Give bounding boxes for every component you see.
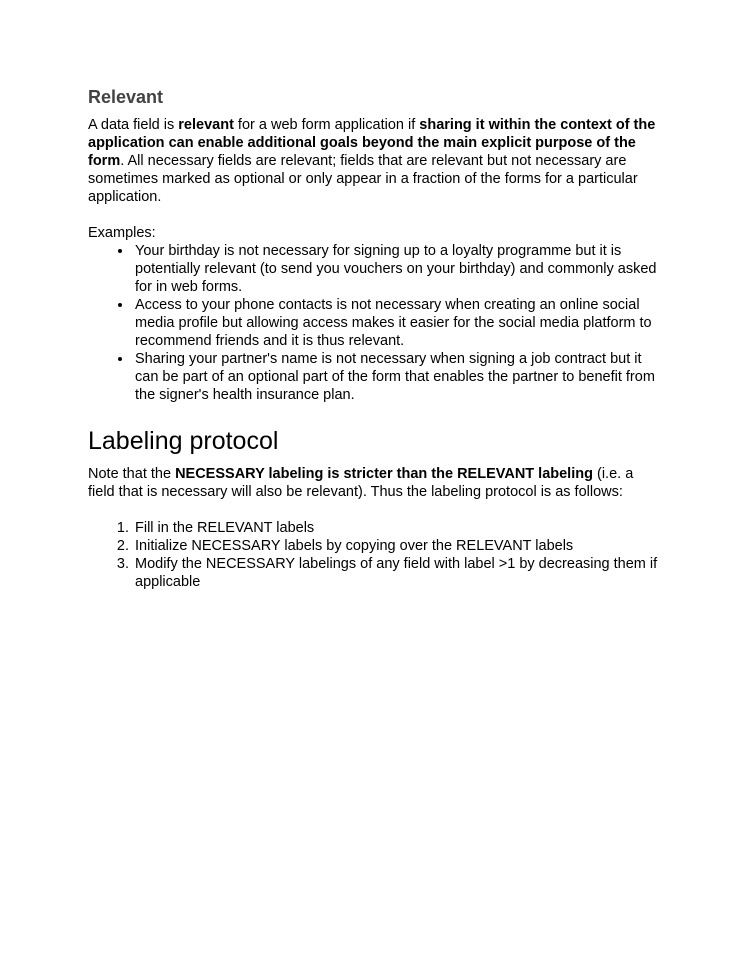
examples-label: Examples: bbox=[88, 225, 156, 241]
protocol-step-item: 1. Fill in the RELEVANT labels bbox=[133, 519, 661, 537]
example-bullet-item: • Sharing your partner's name is not necessary when signing a job contract but it can be part of an optional part of the form that enables the partner to benefit from the signer's health insurance plan. bbox=[133, 350, 661, 404]
bold-text-run: NECESSARY labeling is stricter than the RELEVANT labeling bbox=[175, 466, 593, 482]
text-run: (i.e. a field that is necessary will also be relevant). Thus the labeling protocol is as follows: bbox=[88, 466, 634, 500]
heading-relevant: Relevant bbox=[88, 87, 164, 107]
bold-text-run: relevant bbox=[178, 117, 234, 133]
paragraph-relevant-definition bbox=[88, 116, 661, 206]
protocol-steps-list bbox=[88, 519, 661, 591]
examples-bullet-list bbox=[88, 242, 661, 404]
bold-text-run: sharing it within the context of the application can enable additional goals beyond the main explicit purpose of the form bbox=[88, 117, 656, 169]
protocol-step-item: 3. Modify the NECESSARY labelings of any field with label >1 by decreasing them if applicable bbox=[133, 555, 661, 591]
heading-labeling-protocol: Labeling protocol bbox=[88, 427, 279, 455]
text-run: Note that the bbox=[88, 466, 176, 482]
paragraph-protocol-note bbox=[88, 465, 661, 501]
text-run: . All necessary fields are relevant; fields that are relevant but not necessary are sometimes marked as optional or only appear in a fraction of the forms for a particular application. bbox=[88, 153, 638, 205]
example-bullet-item: • Access to your phone contacts is not necessary when creating an online social media profile but allowing access makes it easier for the social media platform to recommend friends and it is thus relevant. bbox=[133, 296, 661, 350]
text-run: A data field is bbox=[88, 117, 179, 133]
text-run: for a web form application if bbox=[233, 117, 420, 133]
protocol-step-item: 2. Initialize NECESSARY labels by copying over the RELEVANT labels bbox=[133, 537, 661, 555]
example-bullet-item: • Your birthday is not necessary for signing up to a loyalty programme but it is potentially relevant (to send you vouchers on your birthday) and commonly asked for in web forms. bbox=[133, 242, 661, 296]
